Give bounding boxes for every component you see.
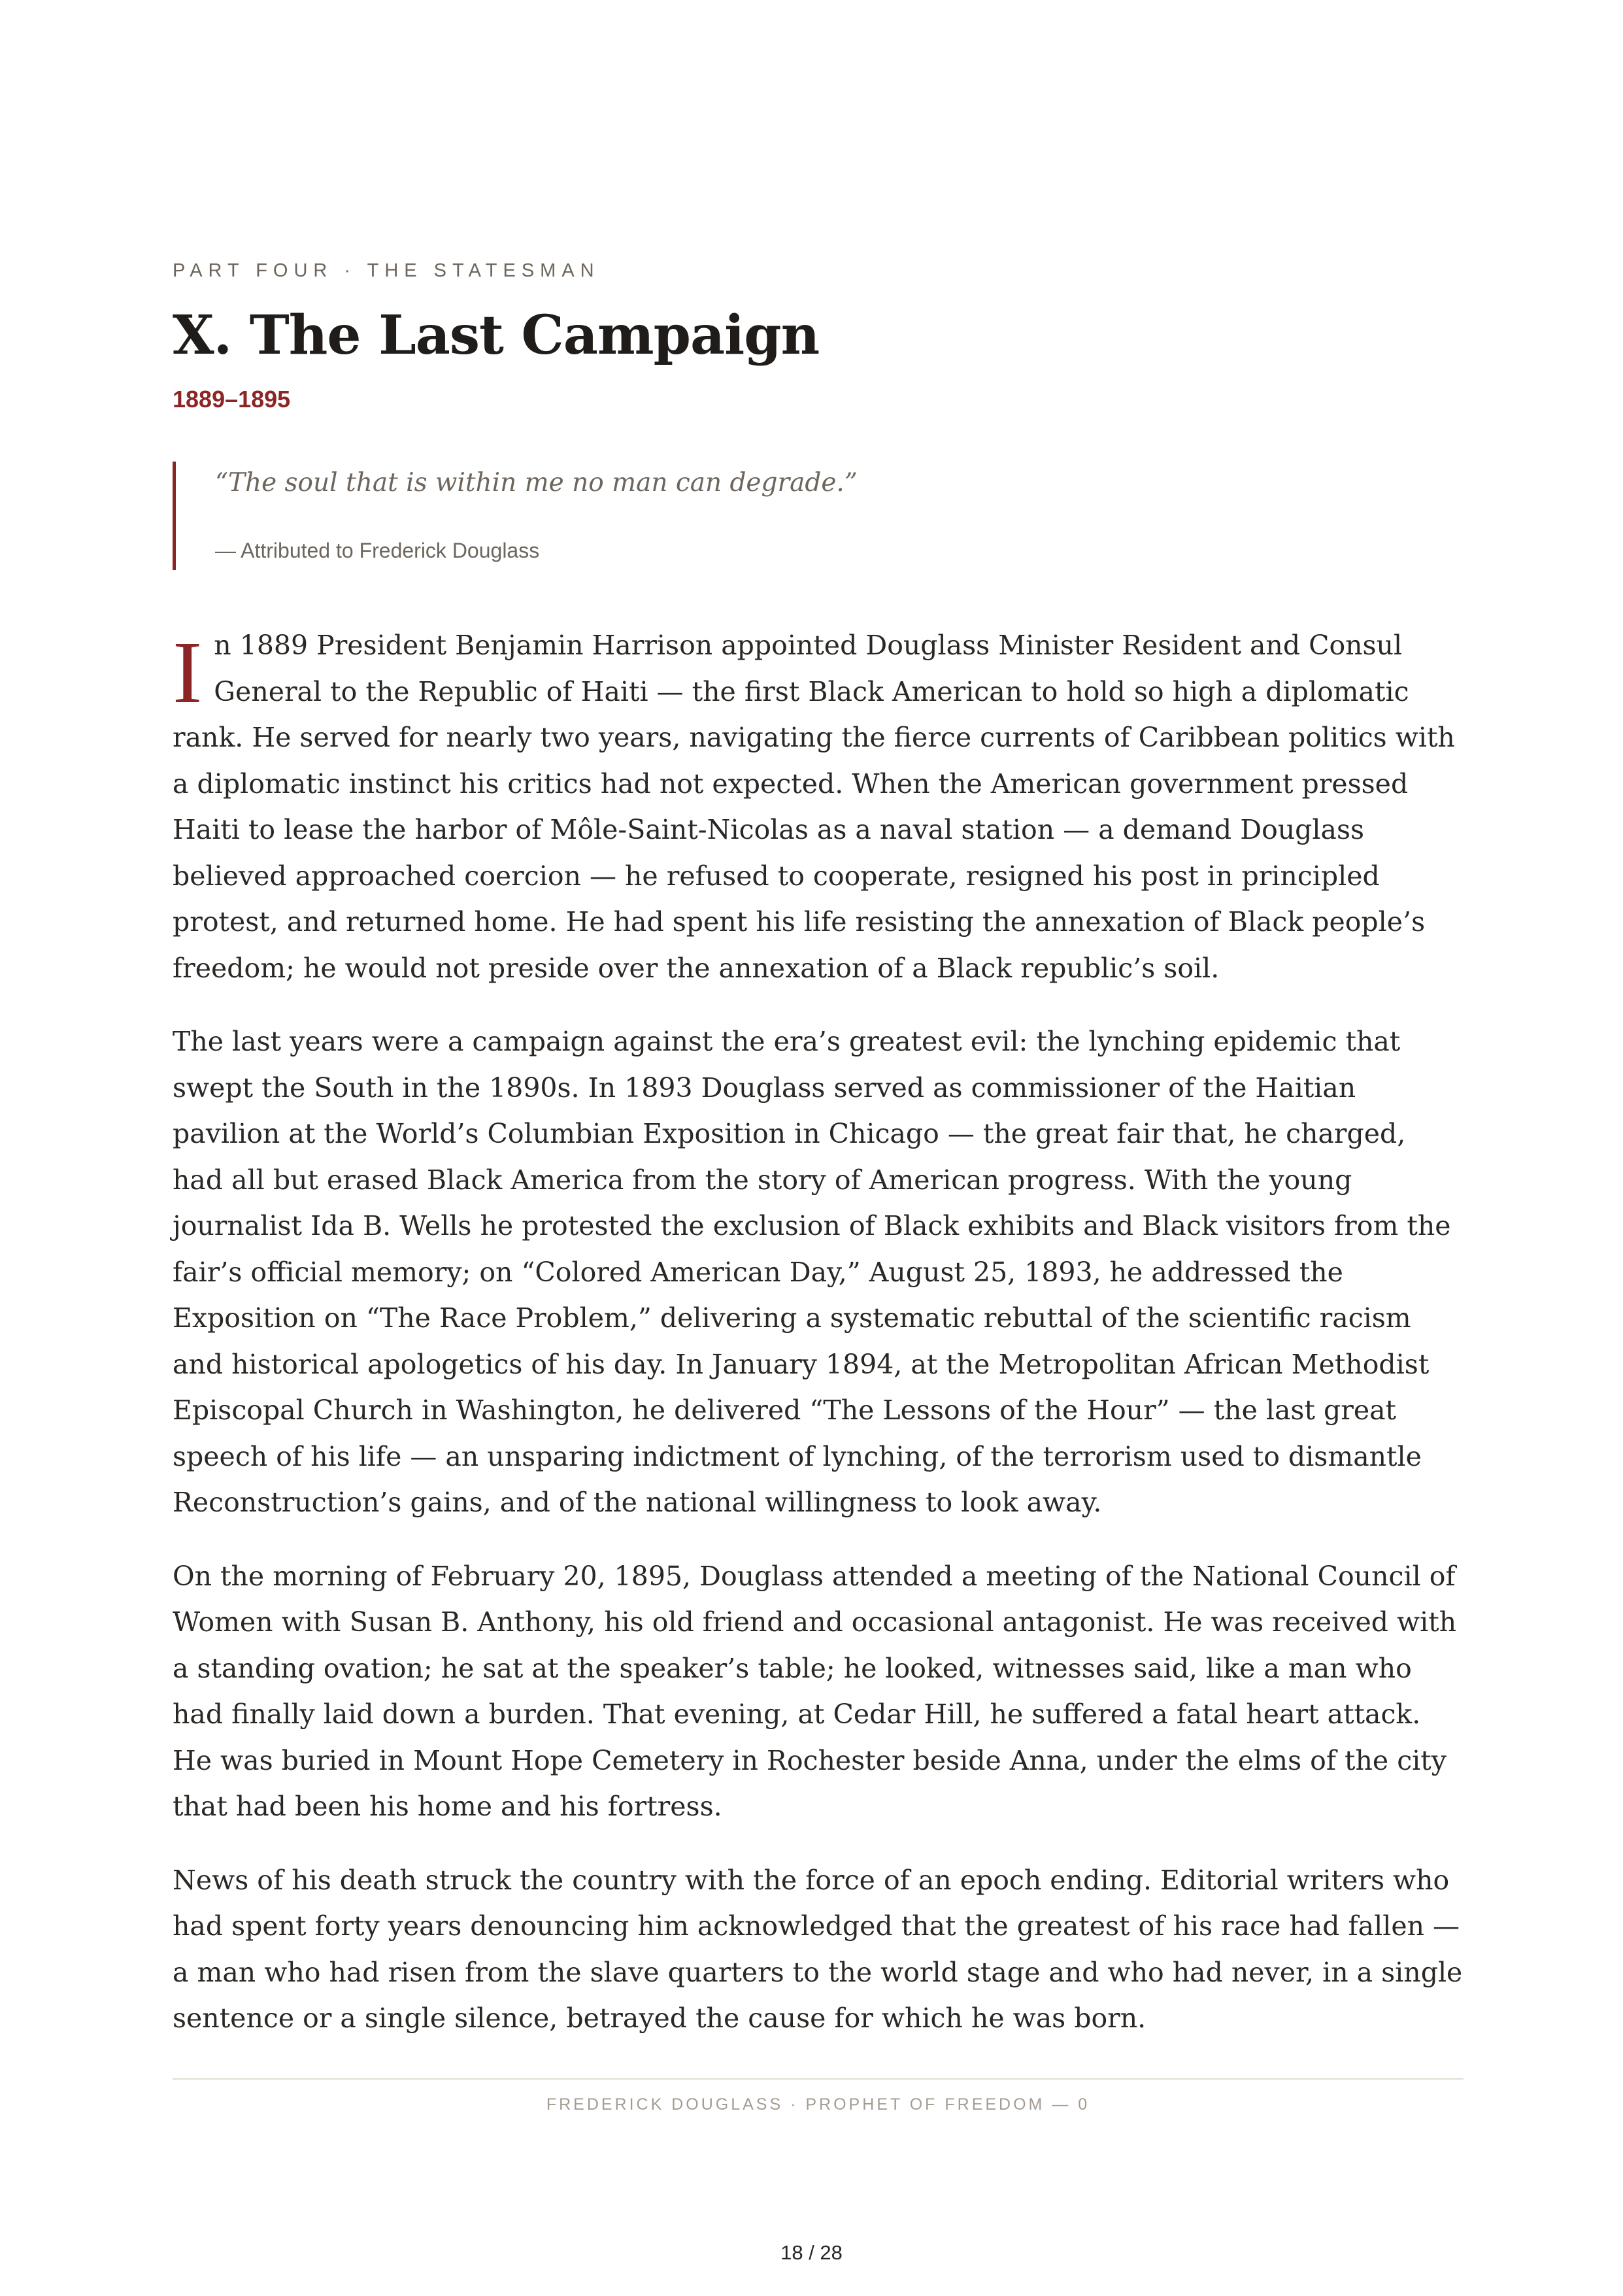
chapter-years: 1889–1895 [173,386,291,413]
epigraph [173,462,1153,570]
page-number: 18 / 28 [780,2241,843,2264]
body-paragraph-3: On the morning of February 20, 1895, Douglass attended a meeting of the National Council of Women with Susan B. Anthony, his old friend and occasional antagonist. He was received with a standing ovation; he sat at the speaker’s table; he looked, witnesses said, like a man who had finally laid down a burden. That evening, at Cedar Hill, he suffered a fatal heart attack. He was buried in Mount Hope Cemetery in Rochester beside Anna, under the elms of the city that had been his home and his fortress. [173,1560,1457,1822]
body-paragraph-1 [173,622,1464,991]
chapter-title: X. The Last Campaign [173,304,820,367]
running-footer: FREDERICK DOUGLASS · PROPHET OF FREEDOM — 0 [546,2095,1090,2114]
part-label: PART FOUR · THE STATESMAN [173,260,600,281]
body-paragraph-1-text: n 1889 President Benjamin Harrison appointed Douglass Minister Resident and Consul General to the Republic of Haiti — the first Black American to hold so high a diplomatic rank. He served for nearly two years, navigating the fierce currents of Caribbean politics with a diplomatic instinct his critics had not expected. When the American government pressed Haiti to lease the harbor of Môle-Saint-Nicolas as a naval station — a demand Douglass believed approached coercion — he refused to cooperate, resigned his post in principled protest, and returned home. He had spent his life resisting the annexation of Black people’s freedom; he would not preside over the annexation of a Black republic’s soil. [173,630,1455,984]
body-paragraph-4: News of his death struck the country with the force of an epoch ending. Editorial writers who had spent forty years denouncing him acknowledged that the greatest of his race had fallen — a man who had risen from the slave quarters to the world stage and who had never, in a single sentence or a single silence, betrayed the cause for which he was born. [173,1864,1463,2034]
epigraph-quote: “The soul that is within me no man can degrade.” [215,468,858,498]
body-paragraph-2: The last years were a campaign against the era’s greatest evil: the lynching epidemic that swept the South in the 1890s. In 1893 Douglass served as commissioner of the Haitian pavilion at the World’s Columbian Exposition in Chicago — the great fair that, he charged, had all but erased Black America from the story of American progress. With the young journalist Ida B. Wells he protested the exclusion of Black exhibits and Black visitors from the fair’s official memory; on “Colored American Day,” August 25, 1893, he addressed the Exposition on “The Race Problem,” delivering a systematic rebuttal of the scientific racism and historical apologetics of his day. In January 1894, at the Metropolitan African Methodist Episcopal Church in Washington, he delivered “The Lessons of the Hour” — the last great speech of his life — an unsparing indictment of lynching, of the terrorism used to dismantle Reconstruction’s gains, and of the national willingness to look away. [173,1026,1451,1518]
drop-cap: I [173,624,203,722]
epigraph-attribution: — Attributed to Frederick Douglass [215,539,540,562]
chapter-body [173,622,1464,2069]
footer-divider [173,2078,1464,2080]
